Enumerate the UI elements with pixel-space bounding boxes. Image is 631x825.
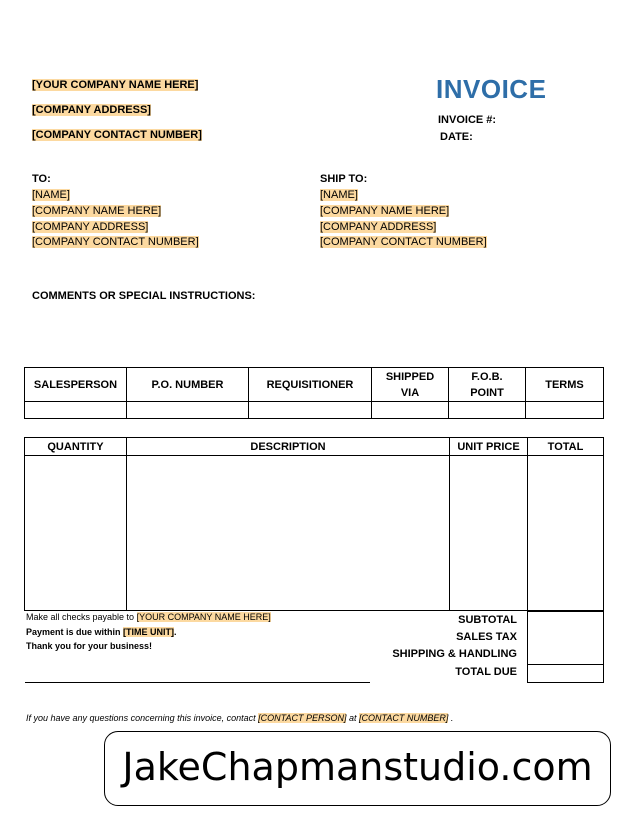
- header-shipped-via: SHIPPED VIA: [372, 368, 449, 402]
- ship-to-company: [COMPANY NAME HERE]: [320, 205, 450, 217]
- header-total: TOTAL: [528, 438, 604, 456]
- ship-to-address: [COMPANY ADDRESS]: [320, 221, 437, 233]
- total-due-label: TOTAL DUE: [455, 666, 517, 678]
- totals-value-box[interactable]: [527, 611, 604, 665]
- signature-line: [25, 682, 370, 683]
- invoice-date-label: DATE:: [440, 131, 473, 143]
- checks-payable-note: Make all checks payable to [YOUR COMPANY NAME HERE]: [26, 612, 271, 622]
- comments-label: COMMENTS OR SPECIAL INSTRUCTIONS:: [32, 290, 256, 302]
- invoice-number-label: INVOICE #:: [438, 114, 497, 126]
- requisitioner-cell[interactable]: [249, 402, 372, 419]
- header-fob-point: F.O.B. POINT: [449, 368, 526, 402]
- header-salesperson: SALESPERSON: [25, 368, 127, 402]
- ship-to-name: [NAME]: [320, 189, 358, 201]
- order-info-table: [24, 367, 604, 419]
- total-column[interactable]: [528, 456, 604, 611]
- company-contact: [COMPANY CONTACT NUMBER]: [32, 129, 202, 141]
- header-terms: TERMS: [526, 368, 604, 402]
- quantity-column[interactable]: [25, 456, 127, 611]
- header-po-number: P.O. NUMBER: [127, 368, 249, 402]
- to-company: [COMPANY NAME HERE]: [32, 205, 162, 217]
- invoice-title: INVOICE: [436, 74, 547, 104]
- fob-point-cell[interactable]: [449, 402, 526, 419]
- to-address: [COMPANY ADDRESS]: [32, 221, 149, 233]
- header-unit-price: UNIT PRICE: [450, 438, 528, 456]
- description-column[interactable]: [127, 456, 450, 611]
- company-name: [YOUR COMPANY NAME HERE]: [32, 79, 199, 91]
- po-number-cell[interactable]: [127, 402, 249, 419]
- watermark-banner: JakeChapmanstudio.com: [104, 731, 611, 806]
- header-quantity: QUANTITY: [25, 438, 127, 456]
- sales-tax-label: SALES TAX: [456, 631, 517, 643]
- unit-price-column[interactable]: [450, 456, 528, 611]
- subtotal-label: SUBTOTAL: [458, 614, 517, 626]
- items-table: [24, 437, 604, 611]
- company-address: [COMPANY ADDRESS]: [32, 104, 151, 116]
- to-contact: [COMPANY CONTACT NUMBER]: [32, 236, 199, 248]
- header-description: DESCRIPTION: [127, 438, 450, 456]
- ship-to-contact: [COMPANY CONTACT NUMBER]: [320, 236, 487, 248]
- thank-you-note: Thank you for your business!: [26, 641, 153, 651]
- to-name: [NAME]: [32, 189, 70, 201]
- payment-due-note: Payment is due within [TIME UNIT].: [26, 627, 177, 637]
- shipped-via-cell[interactable]: [372, 402, 449, 419]
- contact-line: If you have any questions concerning this invoice, contact [CONTACT PERSON] at [CONTACT NUMBER] .: [26, 713, 454, 723]
- total-due-value-box[interactable]: [527, 664, 604, 683]
- shipping-label: SHIPPING & HANDLING: [392, 648, 517, 660]
- ship-to-heading: SHIP TO:: [320, 173, 368, 185]
- header-requisitioner: REQUISITIONER: [249, 368, 372, 402]
- salesperson-cell[interactable]: [25, 402, 127, 419]
- terms-cell[interactable]: [526, 402, 604, 419]
- to-heading: TO:: [32, 173, 51, 185]
